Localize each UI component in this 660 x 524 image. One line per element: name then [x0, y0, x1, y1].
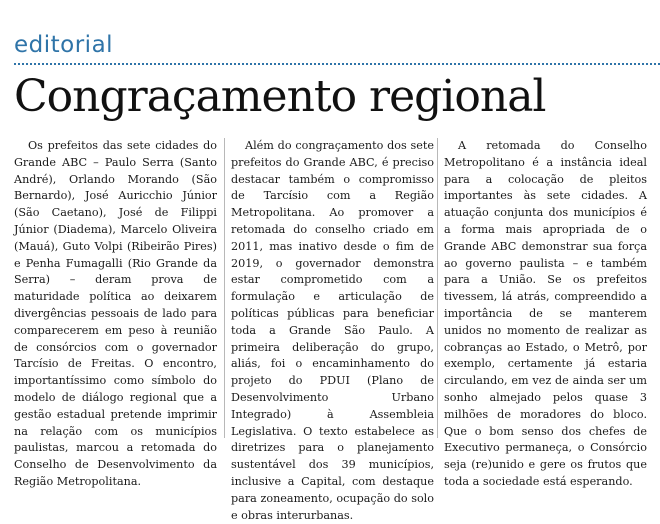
- article-column-2: Além do congraçamento dos sete prefeitos do Grande ABC, é preciso destacar também o compromisso de Tarcísio com a Região Metropolitana. Ao promover a retomada do conselho criado em 2011, mas inativo desde o fim de 2019, o governador demonstra estar comprometido com a formulação e articulação de políticas públicas para beneficiar toda a Grande São Paulo. A primeira deliberação do grupo, aliás, foi o encaminhamento do projeto do PDUI (Plano de Desenvolvimento Urbano Integrado) à Assembleia Legislativa. O texto estabelece as diretrizes para o planejamento sustentável dos 39 municípios, inclusive a Capital, com destaque para zoneamento, ocupação do solo e obras interurbanas.: [231, 139, 434, 522]
- article-column-3: A retomada do Conselho Metropolitano é a instância ideal para a colocação de pleitos importantes às sete cidades. A atuação conjunta dos municípios é a forma mais apropriada de o Grande ABC demonstrar sua força ao governo paulista – e também para a União. Se os prefeitos tivessem, lá atrás, compreendido a importância de se manterem unidos no momento de realizar as cobranças ao Estado, o Metrô, por exemplo, certamente já estaria circulando, em vez de ainda ser um sonho almejado pelos quase 3 milhões de moradores do bloco. Que o bom senso dos chefes de Executivo permaneça, o Consórcio seja (re)unido e gere os frutos que toda a sociedade está esperando.: [444, 139, 647, 488]
- section-divider: [14, 63, 660, 65]
- column-divider: [224, 138, 225, 438]
- article-column-1: Os prefeitos das sete cidades do Grande ABC – Paulo Serra (Santo André), Orlando Morando (São Bernardo), José Auricchio Júnior (São Caetano), José de Filippi Júnior (Diadema), Marcelo Oliveira (Mauá), Guto Volpi (Ribeirão Pires) e Penha Fumagalli (Rio Grande da Serra) – deram prova de maturidade política ao deixarem divergências pessoais de lado para comparecerem em peso à reunião de consórcios com o governador Tarcísio de Freitas. O encontro, importantíssimo como símbolo do modelo de diálogo regional que a gestão estadual pretende imprimir na relação com os municípios paulistas, marcou a retomada do Conselho de Desenvolvimento da Região Metropolitana.: [14, 139, 217, 488]
- column-divider: [437, 138, 438, 438]
- headline: Congraçamento regional: [14, 71, 546, 122]
- section-label: editorial: [14, 32, 114, 58]
